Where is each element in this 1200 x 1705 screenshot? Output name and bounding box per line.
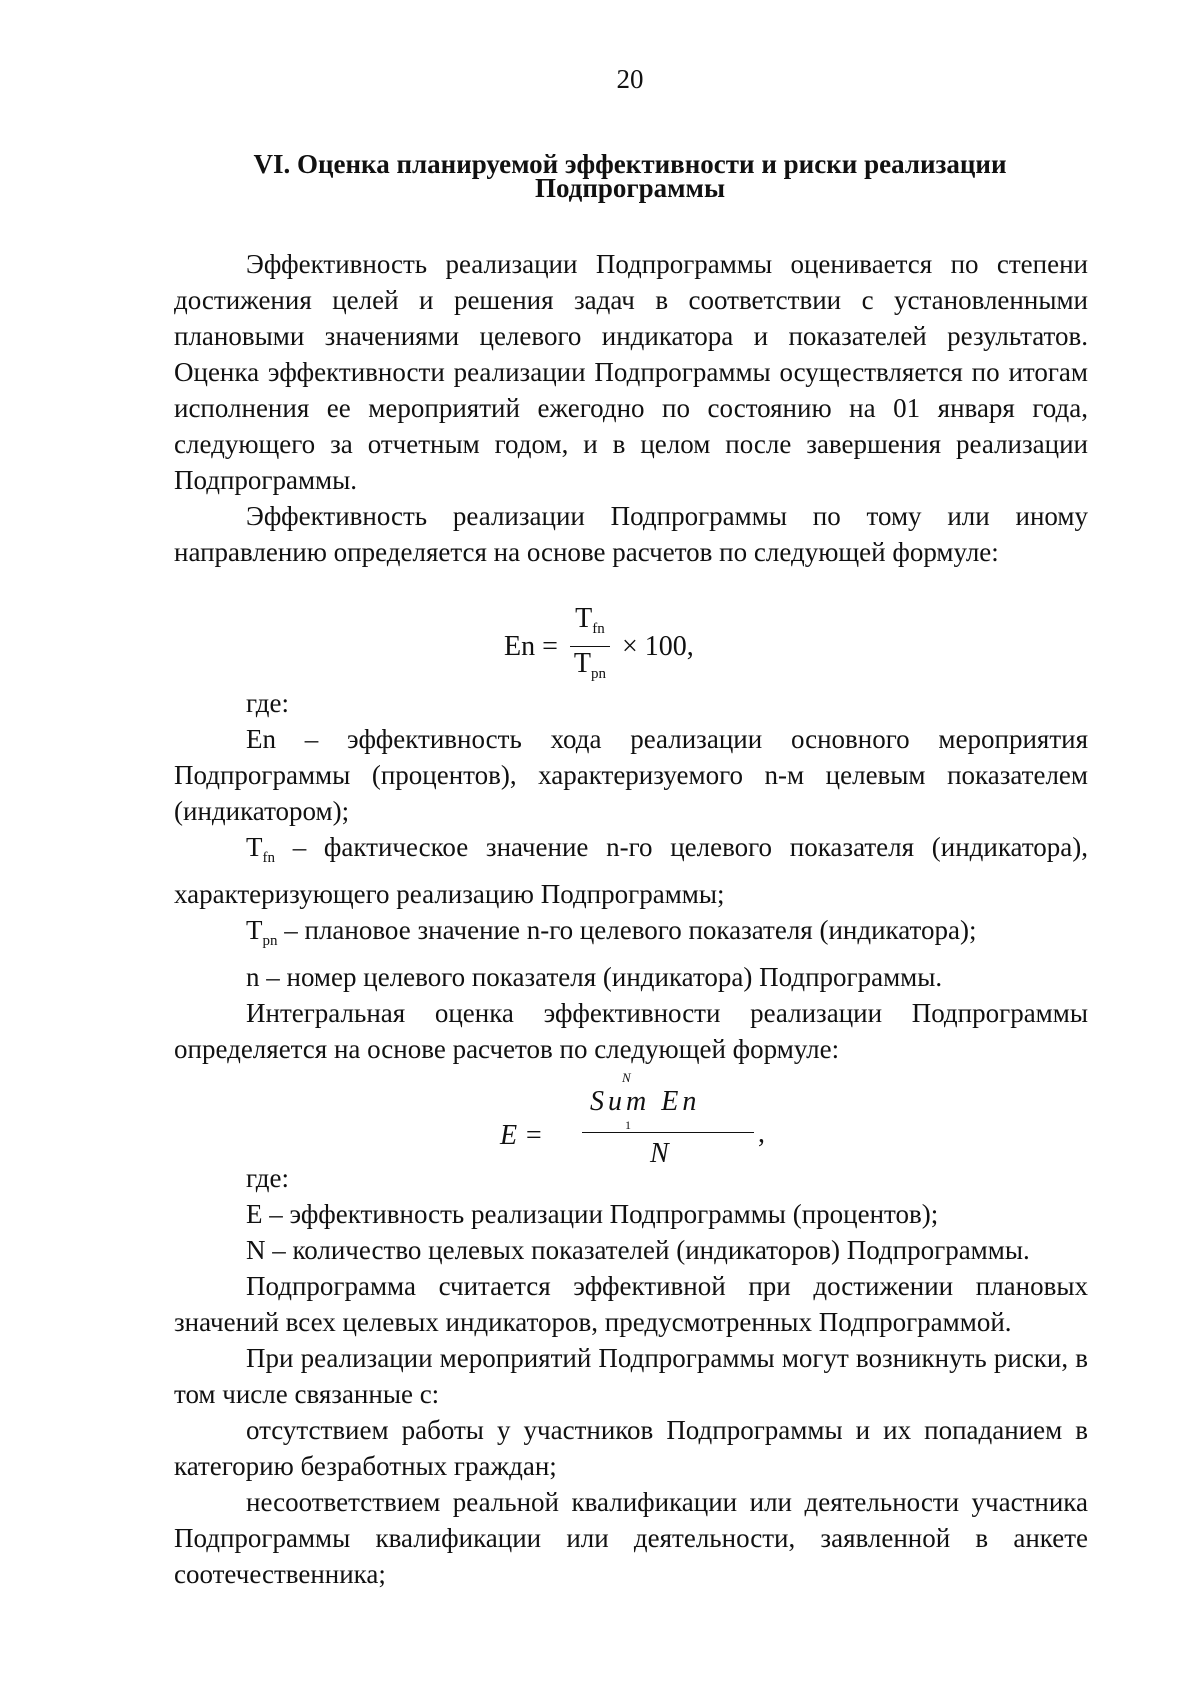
definition-en: En – эффективность хода реализации основного мероприятия Подпрограммы (процентов), характеризуемого n-м целевым показателем (индикатором); (174, 724, 1088, 826)
formula-en-rhs: × 100, (622, 630, 694, 662)
formula-e-comma: , (758, 1118, 765, 1149)
definition-e: E – эффективность реализации Подпрограммы (процентов); (246, 1199, 939, 1229)
definitions-block (174, 685, 1088, 1067)
formula-e-denominator: N (650, 1138, 669, 1169)
heading-line-2: Подпрограммы (534, 173, 726, 203)
definition-big-n: N – количество целевых показателей (индикаторов) Подпрограммы. (246, 1235, 1030, 1265)
paragraph-formula-intro: Эффективность реализации Подпрограммы по тому или иному направлению определяется на основе расчетов по следующей формуле: (174, 501, 1088, 567)
risk-item-1: отсутствием работы у участников Подпрограммы и их попаданием в категорию безработных граждан; (174, 1415, 1088, 1481)
definition-n: n – номер целевого показателя (индикатора) Подпрограммы. (246, 962, 943, 992)
formula-e-lhs: E = (500, 1120, 543, 1151)
intro-paragraphs (174, 246, 1088, 570)
formula-en-denominator: $T_{pn}$ (573, 648, 607, 682)
fraction-bar (582, 1132, 754, 1133)
risk-item-2: несоответствием реальной квалификации или деятельности участника Подпрограммы квалификации или деятельности, заявленной в анкете соотечественника; (174, 1487, 1088, 1589)
formula-en-numerator: $T_{fn}$ (575, 603, 605, 637)
formula-e-lower-limit: 1 (625, 1118, 631, 1132)
where-label: где: (246, 688, 289, 718)
formula-en (504, 604, 694, 689)
formula-en-fraction (570, 604, 610, 689)
heading-line-1: VI. Оценка планируемой эффективности и риски реализации (253, 149, 1007, 179)
page-number: 20 (616, 64, 644, 94)
definition-tpn: $T_{pn}$ – плановое значение n-го целевого показателя (индикатора); (246, 915, 977, 949)
paragraph-effectiveness: Эффективность реализации Подпрограммы оценивается по степени достижения целей и решения задач в соответствии с установленными плановыми значениями целевого индикатора и показателей результатов. Оценка эффективности реализации Подпрограммы осуществляется по итогам исполнения ее мероприятий ежегодно по состоянию на 01 января года, следующего за отчетным годом, и в целом после завершения реализации Подпрограммы. (174, 249, 1088, 495)
where-label-2: где: (246, 1163, 289, 1193)
formula-e-upper-limit: N (622, 1070, 631, 1085)
paragraph-effective: Подпрограмма считается эффективной при достижении плановых значений всех целевых индикаторов, предусмотренных Подпрограммой. (174, 1271, 1088, 1337)
risks-block (174, 1160, 1088, 1592)
definition-tfn: $T_{fn}$ – фактическое значение n-го целевого показателя (индикатора), характеризующего реализацию Подпрограммы; (174, 832, 1088, 909)
fraction-bar (570, 646, 610, 647)
paragraph-integral: Интегральная оценка эффективности реализации Подпрограммы определяется на основе расчетов по следующей формуле: (174, 998, 1088, 1064)
paragraph-risks: При реализации мероприятий Подпрограммы могут возникнуть риски, в том числе связанные с: (174, 1343, 1088, 1409)
section-heading (170, 149, 1090, 203)
formula-en-lhs: En = (504, 630, 558, 662)
formula-e-numerator: Sum En (590, 1086, 701, 1117)
